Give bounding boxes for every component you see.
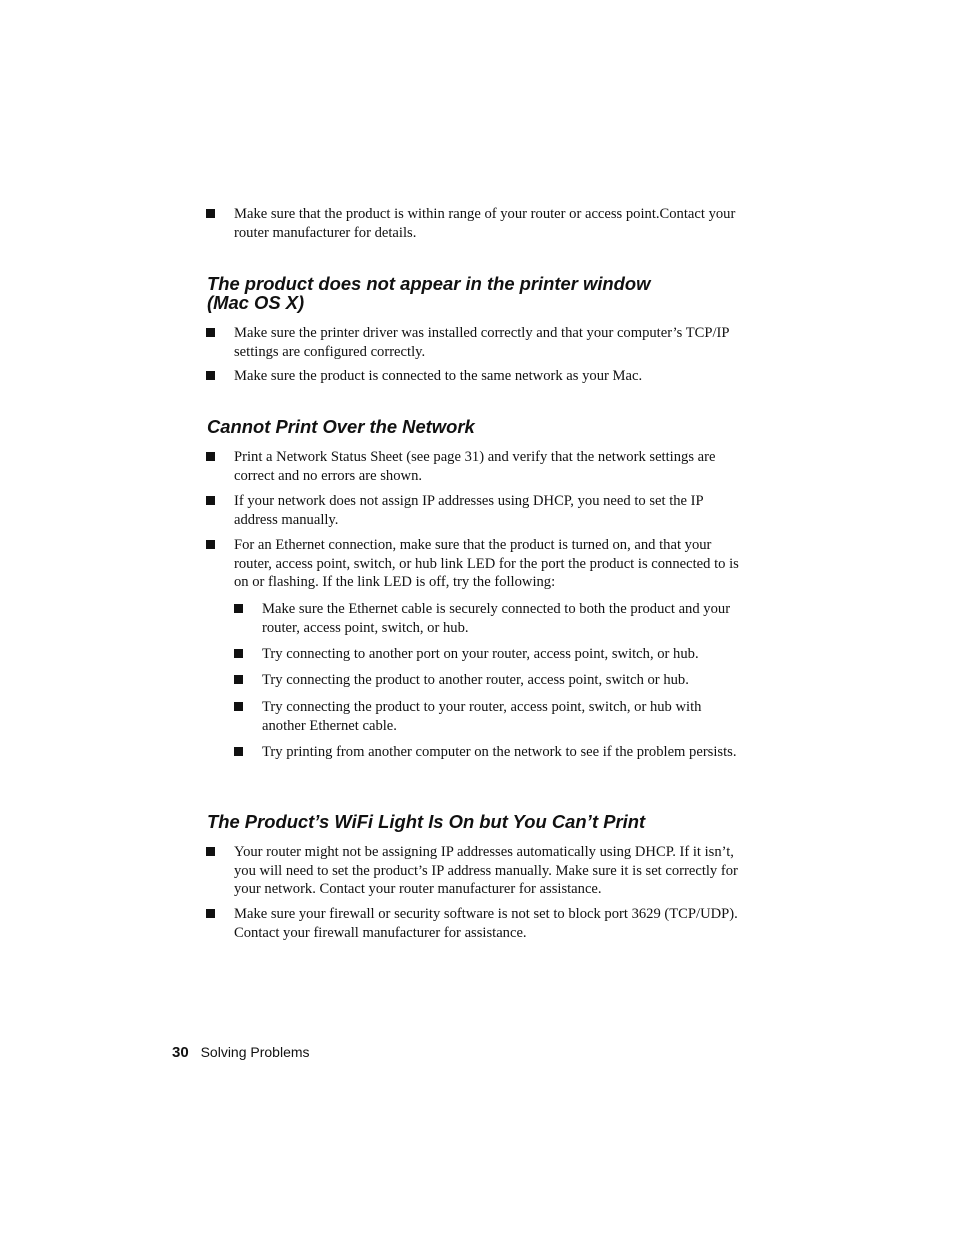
heading-line: (Mac OS X) bbox=[207, 292, 305, 313]
list-item bbox=[206, 448, 746, 485]
heading-line: Cannot Print Over the Network bbox=[207, 416, 475, 437]
list-item-text: Make sure that the product is within range of your router or access point.Contact your router manufacturer for details. bbox=[234, 206, 736, 241]
list-item bbox=[206, 205, 746, 242]
list-item-text: Try connecting the product to your router, access point, switch, or hub with another Ethernet cable. bbox=[262, 699, 702, 734]
square-bullet-icon bbox=[206, 452, 215, 461]
square-bullet-icon bbox=[234, 604, 243, 613]
list-item-text: Make sure the product is connected to the same network as your Mac. bbox=[234, 368, 643, 384]
page-footer bbox=[172, 1043, 310, 1062]
list-item-text: Print a Network Status Sheet (see page 31) and verify that the network settings are correct and no errors are shown. bbox=[234, 449, 716, 484]
list-item bbox=[206, 367, 746, 386]
sub-list-item bbox=[234, 743, 746, 762]
footer-section-title: Solving Problems bbox=[200, 1044, 310, 1060]
list-item bbox=[206, 492, 746, 529]
list-item-text: Make sure the Ethernet cable is securely connected to both the product and your router, access point, switch, or hub. bbox=[262, 601, 731, 636]
square-bullet-icon bbox=[234, 675, 243, 684]
list-item bbox=[206, 536, 746, 592]
section-heading bbox=[207, 274, 650, 312]
sub-list-item bbox=[234, 698, 746, 735]
list-item bbox=[206, 905, 746, 942]
square-bullet-icon bbox=[206, 909, 215, 918]
square-bullet-icon bbox=[206, 209, 215, 218]
list-item-text: Try printing from another computer on the network to see if the problem persists. bbox=[262, 744, 737, 760]
square-bullet-icon bbox=[206, 371, 215, 380]
square-bullet-icon bbox=[206, 328, 215, 337]
list-item bbox=[206, 324, 746, 361]
page-number: 30 bbox=[172, 1044, 189, 1061]
list-item-text: Make sure the printer driver was installed correctly and that your computer’s TCP/IP settings are configured correctly. bbox=[234, 325, 729, 360]
square-bullet-icon bbox=[206, 847, 215, 856]
list-item-text: For an Ethernet connection, make sure that the product is turned on, and that your router, access point, switch, or hub link LED for the port the product is connected to is on or flashing. If the link LED is off, try the following: bbox=[234, 537, 739, 591]
sub-list-item bbox=[234, 645, 746, 664]
sub-list-item bbox=[234, 671, 746, 690]
square-bullet-icon bbox=[234, 747, 243, 756]
section-heading bbox=[207, 417, 475, 436]
square-bullet-icon bbox=[234, 702, 243, 711]
square-bullet-icon bbox=[206, 540, 215, 549]
list-item-text: Make sure your firewall or security software is not set to block port 3629 (TCP/UDP). Contact your firewall manufacturer for assistance. bbox=[234, 906, 738, 941]
list-item-text: Try connecting the product to another router, access point, switch or hub. bbox=[262, 672, 689, 688]
sub-list-item bbox=[234, 600, 746, 637]
list-item-text: Your router might not be assigning IP addresses automatically using DHCP. If it isn’t, you will need to set the product’s IP address manually. Make sure it is set correctly for your network. Contact your router manufacturer for assistance. bbox=[234, 844, 738, 898]
heading-line: The Product’s WiFi Light Is On but You Can’t Print bbox=[207, 811, 646, 832]
list-item-text: If your network does not assign IP addresses using DHCP, you need to set the IP address manually. bbox=[234, 493, 704, 528]
list-item bbox=[206, 843, 746, 899]
square-bullet-icon bbox=[234, 649, 243, 658]
list-item-text: Try connecting to another port on your router, access point, switch, or hub. bbox=[262, 646, 699, 662]
square-bullet-icon bbox=[206, 496, 215, 505]
section-heading bbox=[207, 812, 645, 831]
heading-line: The product does not appear in the printer window bbox=[207, 273, 651, 294]
